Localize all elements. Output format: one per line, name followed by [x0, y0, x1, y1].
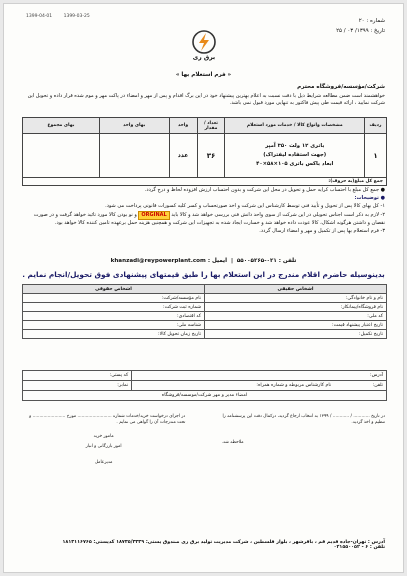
footer-phone: تلفن : ۶ - ۰۲۱۵۵۰۰۵۲ — [333, 545, 385, 550]
desc-line-2: (جهت استفاده لیفتراک) — [263, 152, 327, 158]
field-postal-code[interactable]: کد پستی: — [23, 371, 132, 381]
buyer-label: مامور خرید — [93, 434, 114, 439]
field-store-name[interactable]: نام فروشگاه/پیمانکار: — [205, 303, 387, 312]
address-table — [22, 370, 387, 401]
note-price-inclusion: ● جمع کل مبلغ با احتساب کرایه حمل و تحویل در محل این شرکت و بدون احتساب ارزش افزوده لحاظ و درج گردد. — [144, 187, 385, 193]
logo-text: برق ری — [192, 54, 216, 61]
field-signature[interactable]: امضاء مدیر و مهر شرکت/موسسه/فروشگاه — [23, 391, 387, 401]
cell-total[interactable] — [23, 134, 100, 178]
contact-phone: تلفن : ۰۲۱-۵۵۰۰۵۲۶۵ — [236, 258, 297, 264]
note-2 — [22, 211, 385, 227]
header-dates — [26, 14, 100, 19]
form-row — [23, 330, 387, 339]
legal-entity-header: اشخاص حقوقی — [23, 285, 205, 294]
field-phone-label: تلفن: — [372, 383, 383, 388]
field-delivery-date[interactable]: تاریخ زمان تحویل کالا: — [23, 330, 205, 339]
cell-description — [225, 134, 365, 178]
original-badge: ORGINAL — [138, 211, 169, 220]
cell-row-number: ۱ — [365, 134, 387, 178]
approval-left — [222, 414, 385, 466]
manager-label: مدیرعامل — [94, 460, 113, 465]
approval-section — [22, 414, 385, 466]
field-expert-label: نام کارشناس مربوطه و شماره همراه: — [256, 383, 332, 388]
approval-request-text: در اجرای درخواست خرید/خدمات شماره ......................... مورخ ........................ و تحت مندرجات آن را گواهی می نمایم . — [29, 414, 186, 425]
lightning-logo-icon — [189, 30, 219, 54]
field-economic-code[interactable]: کد اقتصادی: — [23, 312, 205, 321]
field-fax[interactable]: نمابر: — [23, 381, 132, 391]
header-row-number: ردیف — [365, 118, 387, 134]
footer — [22, 540, 385, 550]
contact-email[interactable]: khanzadi@reypowerplant.com — [110, 258, 206, 264]
field-phone[interactable] — [132, 381, 387, 391]
form-row — [23, 294, 387, 303]
form-row — [23, 321, 387, 330]
contact-email-label: ایمیل : — [207, 258, 228, 264]
header-unit-price: بهای واحد — [99, 118, 169, 134]
header-total: بهای مجموع — [23, 118, 100, 134]
field-offer-validity[interactable]: تاریخ اعتبار پیشنهاد قیمت: — [205, 321, 387, 330]
total-label: جمع کل مبلغ(به حروف): — [23, 178, 387, 186]
header-description: مشخصات وانواع کالا / خدمات مورد استعلام — [225, 118, 365, 134]
header-number-date — [305, 16, 385, 36]
desc-line-3: ابعاد باکس باتری ۱۰۵×۵۸×۴۰ — [256, 161, 334, 167]
natural-person-header: اشخاص حقیقی — [205, 285, 387, 294]
note-2-part-a: ۲- لازم به ذکر است اجناس تحویلی در این شرکت از سوی واحد دانش فنی بررسی خواهد شد و کالا باید — [171, 212, 385, 218]
note-3: ۳- فرم استعلام بها پس از تکمیل و مهر و امضاء ارسال گردد. — [259, 228, 385, 234]
field-company-name[interactable]: نام مؤسسه/شرکت: — [23, 294, 205, 303]
cell-unit: عدد — [169, 134, 197, 178]
note-2-part-b: و نو بودن کالا مورد تائید خواهد گرفت و در صورت نقصان و داشتن هرگونه اشکال، کالا عودت داده خواهد شد و خسارت ایجاد شده به تجهیزات این شرکت و همچنین هزینه حمل برعهده تامین کننده کالا خواهد بود. — [33, 212, 385, 226]
header-qty: تعداد / مقدار — [197, 118, 225, 134]
date-stamp-2: 1399-03-25 — [63, 14, 90, 19]
field-registration-number[interactable]: شماره ثبت شرکت: — [23, 303, 205, 312]
addressee: شرکت/مؤسسه/فروشگاه محترم — [297, 84, 385, 90]
letter-date: تاریخ : ۱۳۹۹/ ۰۳ / ۲۵ — [336, 28, 385, 34]
cell-unit-price[interactable] — [99, 134, 169, 178]
desc-line-1: باتری ۱۲ ولت ۳۵۰ آمپر — [265, 143, 325, 149]
referral-text: در تاریخ ............ / ............ / ۱۳۹۹ به انتخاب ارجاع گردید، درکمال دقت این پرسشنامه را تنظیم و اخذ گردید. — [222, 414, 385, 425]
total-row — [23, 178, 387, 186]
warehouse-label: امور بازرگانی و انبار — [85, 444, 122, 449]
approval-right — [22, 414, 185, 466]
supplier-form — [22, 284, 387, 339]
table-header-row — [23, 118, 387, 134]
letter-number: شماره : ۲۰ — [358, 18, 385, 24]
footer-address: آدرس : تهران-جاده قدیم قم ، باقرشهر ، بلوار فلسطین ، شرکت مدیریت تولید برق ری صندوق پستی: ۱۸۷۳۵/۳۳۳۹ کدپستی: ۱۸۱۳۱۱۶۷۶۵ — [62, 540, 385, 545]
field-full-name[interactable]: نام و نام خانوادگی: — [205, 294, 387, 303]
page-title: « فرم استعلام بها » — [175, 72, 232, 78]
form-row — [23, 312, 387, 321]
document-page — [3, 3, 404, 573]
company-logo — [174, 30, 234, 70]
note-1: ۱- کل بهای کالا پس از تحویل و تأیید فنی توسط کارشناس این شرکت و اخذ صورتحساب و کسر کلیه کسورات قانونی پرداخت می شود. — [105, 203, 385, 209]
items-table — [22, 117, 387, 186]
contact-line: تلفن : ۰۲۱-۵۵۰۰۵۲۶۵ | ایمیل : khanzadi@reypowerplant.com — [110, 258, 297, 264]
date-stamp-1: 1399-04-01 — [26, 14, 53, 19]
field-national-id[interactable]: شناسه ملی: — [23, 321, 205, 330]
form-row — [23, 303, 387, 312]
field-completion-date[interactable]: تاریخ تکمیل: — [205, 330, 387, 339]
table-row — [23, 134, 387, 178]
notes-section — [22, 187, 385, 236]
header-unit: واحد — [169, 118, 197, 134]
cell-qty: ۳۶ — [197, 134, 225, 178]
field-national-code[interactable]: کد ملی: — [205, 312, 387, 321]
commitment-headline: بدینوسیله حاضرم اقلام مندرج در این استعلام بها را طبق قیمتهای پیشنهادی فوق تحویل/انجام نمایم . — [22, 270, 385, 279]
field-address[interactable]: آدرس: — [132, 371, 387, 381]
remarks-label: ملاحظه شد. — [221, 440, 244, 445]
notes-heading: ● توضیحات: — [354, 195, 385, 201]
intro-paragraph: خواهشمند است ضمن مطالعه شرایط ذیل با دقت نسبت به اعلام بهترین پیشنهاد خود در این برگ اقدام و پس از مهر و امضاء در پاکت مهر و موم شده قرار داده و تحویل این شرکت نمایید ، ارائه قیمت طی پیش فاکتور به تنهایی مورد قبول نمی باشد. — [27, 93, 385, 106]
